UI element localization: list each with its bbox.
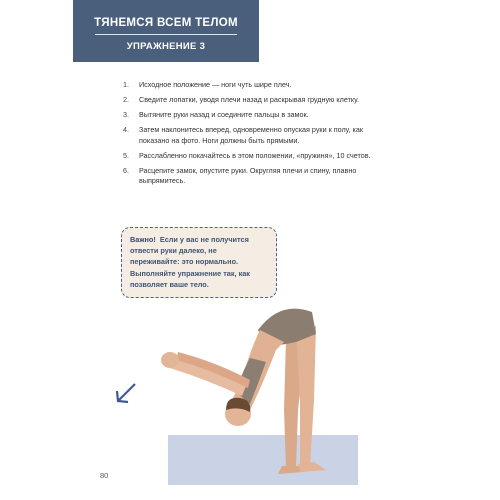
step-number: 6. [123, 165, 129, 175]
step-number: 2. [123, 95, 129, 105]
direction-arrow-icon [113, 380, 139, 406]
step-item [123, 110, 393, 121]
step-text: Расслабленно покачайтесь в этом положении, «пружиня», 10 счетов. [139, 150, 371, 160]
note-body: Если у вас не получится отвести руки далеко, не переживайте: это нормально. Выполняйте упражнение так, как позволяет ваше тело. [130, 235, 250, 289]
note-text [130, 234, 268, 290]
step-text: Вытяните руки назад и соедините пальцы в замок. [139, 110, 309, 120]
exercise-subtitle: УПРАЖНЕНИЕ 3 [126, 41, 206, 52]
step-item [123, 125, 393, 146]
important-note-box [121, 227, 277, 298]
step-item [123, 80, 393, 91]
page-number: 80 [100, 471, 109, 480]
exercise-photo [100, 300, 380, 485]
instruction-steps [123, 80, 393, 192]
step-item [123, 151, 393, 162]
clasped-hands [161, 352, 179, 368]
step-text: Затем наклонитесь вперед, одновременно опуская руки к полу, как показано на фото. Ноги должны быть прямыми. [139, 125, 363, 145]
note-lead: Важно! [130, 235, 156, 244]
floor-mat [168, 435, 358, 485]
step-text: Исходное положение — ноги чуть шире плеч. [139, 80, 292, 89]
header-divider [95, 34, 237, 35]
step-number: 1. [123, 80, 129, 89]
step-item [123, 95, 393, 106]
step-number: 4. [123, 125, 129, 135]
step-text: Сведите лопатки, уводя плечи назад и раскрывая грудную клетку. [139, 95, 359, 105]
step-text: Расцепите замок, опустите руки. Округляя плечи и спину, плавно выпрямитесь. [139, 165, 357, 186]
step-number: 3. [123, 110, 129, 120]
exercise-header [73, 0, 259, 62]
exercise-title: ТЯНЕМСЯ ВСЕМ ТЕЛОМ [94, 17, 238, 29]
step-number: 5. [123, 150, 129, 160]
step-item [123, 166, 393, 187]
